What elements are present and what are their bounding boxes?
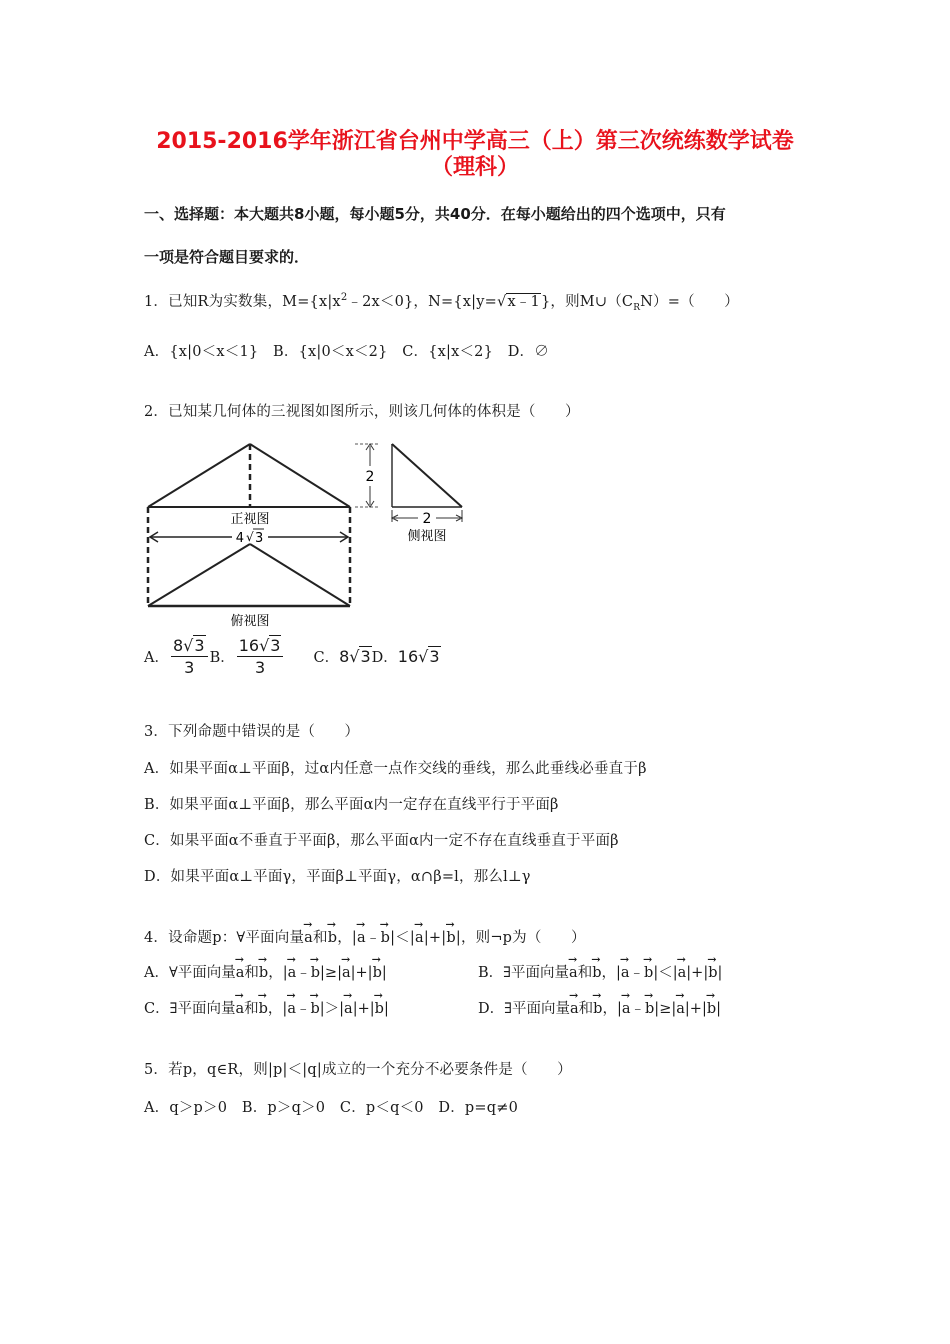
side-view (392, 444, 462, 507)
question-5-stem: 5．若p，q∈R，则|p|＜|q|成立的一个充分不必要条件是（ ） (144, 1062, 572, 1078)
question-2-stem: 2．已知某几何体的三视图如图所示，则该几何体的体积是（ ） (144, 404, 580, 420)
top-view-label: 俯视图 (230, 614, 270, 629)
section-header-line2: 一项是符合题目要求的． (144, 248, 310, 266)
question-1-options: A．{x|0＜x＜1} B．{x|0＜x＜2} C．{x|x＜2} D．∅ (144, 344, 549, 360)
side-view-label: 侧视图 (407, 529, 447, 544)
three-view-figure (140, 436, 480, 632)
question-4-option-d: D．∃平面向量→ a和→ b，|→ a﹣→ b|≥|→ a|+|→ b| (478, 997, 721, 1018)
option-a-label: A． (144, 650, 169, 666)
option-c-label: C． (313, 650, 340, 666)
question-3-option-c: C．如果平面α不垂直于平面β，那么平面α内一定不存在直线垂直于平面β (144, 833, 619, 849)
front-view-label: 正视图 (230, 512, 270, 527)
section-header-line1: 一、选择题：本大题共8小题，每小题5分，共40分．在每小题给出的四个选项中，只有 (144, 205, 726, 223)
question-4-option-a: A．∀平面向量→ a和→ b，|→ a﹣→ b|≥|→ a|+|→ b| (144, 961, 387, 982)
length-label-radicand: 3 (255, 531, 264, 546)
option-d-label: D． (371, 650, 398, 666)
question-4-option-b: B．∃平面向量→ a和→ b，|→ a﹣→ b|＜|→ a|+|→ b| (478, 961, 722, 982)
length-label-coefficient: 4 (235, 531, 244, 546)
question-5-options: A．q＞p＞0 B．p＞q＞0 C．p＜q＜0 D．p=q≠0 (144, 1100, 519, 1116)
height-label: 2 (365, 469, 375, 485)
exam-subtitle: （理科） (430, 155, 519, 180)
option-b-label: B． (209, 650, 235, 666)
length-label-radical-sign: √ (246, 530, 254, 544)
question-3-option-a: A．如果平面α⊥平面β，过α内任意一点作交线的垂线，那么此垂线必垂直于β (144, 761, 647, 777)
width-label: 2 (422, 511, 432, 527)
question-1-stem: 1．已知R为实数集，$M=\{x|x^2﹣2x<0\}$，N={x|y=√x﹣1}，则$M\cup(C_RN)=$（ ） (144, 292, 739, 313)
option-a-fraction: $\frac{8√3}{3}$ (171, 636, 208, 677)
question-4-option-c: C．∃平面向量→ a和→ b，|→ a﹣→ b|＞|→ a|+|→ b| (144, 997, 389, 1018)
question-3-option-b: B．如果平面α⊥平面β，那么平面α内一定存在直线平行于平面β (144, 797, 559, 813)
option-d-value: 16√3 (397, 647, 440, 666)
exam-title: 2015-2016学年浙江省台州中学高三（上）第三次统练数学试卷 (156, 129, 794, 154)
question-3-option-d: D．如果平面α⊥平面γ，平面β⊥平面γ，α∩β=l，那么l⊥γ (144, 869, 531, 885)
question-4-stem: 4．设命题p：∀平面向量→ a和→ b，|→ a﹣→ b|＜|→ a|+|→ b|，则¬p为（ ） (144, 926, 586, 947)
option-c-value: 8√3 (339, 647, 371, 666)
front-view (148, 444, 350, 507)
question-3-stem: 3．下列命题中错误的是（ ） (144, 724, 360, 740)
option-b-fraction: $\frac{16√3}{3}$ (237, 636, 284, 677)
question-2-options (144, 636, 441, 677)
